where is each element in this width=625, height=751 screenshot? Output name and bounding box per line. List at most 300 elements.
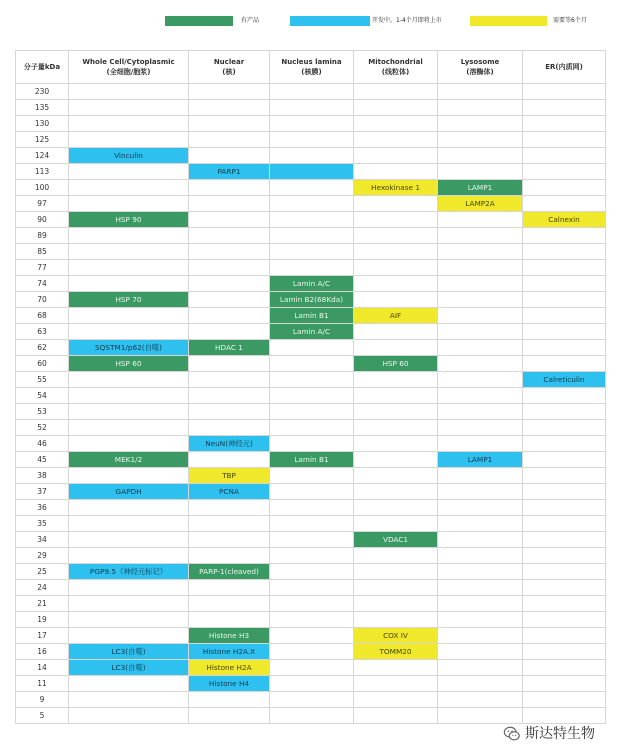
table-cell — [69, 100, 189, 116]
kda-cell: 37 — [16, 484, 69, 500]
wechat-icon — [503, 725, 521, 743]
table-cell — [354, 660, 438, 676]
table-cell — [69, 132, 189, 148]
table-cell — [438, 580, 523, 596]
kda-cell: 62 — [16, 340, 69, 356]
table-cell — [270, 596, 354, 612]
table-row — [16, 148, 606, 164]
table-cell — [69, 84, 189, 100]
table-row — [16, 644, 606, 660]
marker-label: LAMP2A — [438, 196, 522, 211]
table-cell — [523, 660, 606, 676]
table-row — [16, 260, 606, 276]
table-cell — [69, 180, 189, 196]
kda-cell: 45 — [16, 452, 69, 468]
table-cell — [523, 468, 606, 484]
table-cell — [189, 116, 270, 132]
table-cell — [354, 580, 438, 596]
table-cell — [69, 516, 189, 532]
table-cell — [523, 628, 606, 644]
table-row — [16, 564, 606, 580]
table-cell — [189, 676, 270, 692]
table-cell — [354, 116, 438, 132]
table-cell — [270, 292, 354, 308]
table-cell — [438, 356, 523, 372]
table-cell — [523, 164, 606, 180]
table-cell — [523, 356, 606, 372]
table-cell — [270, 420, 354, 436]
table-cell — [438, 468, 523, 484]
table-cell — [438, 132, 523, 148]
legend-swatch — [470, 16, 547, 26]
table-cell — [270, 532, 354, 548]
table-cell — [438, 196, 523, 212]
marker-label: TOMM20 — [354, 644, 437, 659]
kda-cell: 11 — [16, 676, 69, 692]
kda-cell: 38 — [16, 468, 69, 484]
column-header — [354, 51, 438, 84]
column-header-title: ER(内质网) — [545, 63, 583, 71]
table-cell — [438, 212, 523, 228]
table-cell — [354, 500, 438, 516]
kda-cell: 89 — [16, 228, 69, 244]
table-cell — [69, 356, 189, 372]
kda-cell: 74 — [16, 276, 69, 292]
marker-table — [15, 50, 606, 724]
table-cell — [189, 644, 270, 660]
table-cell — [270, 468, 354, 484]
table-cell — [270, 388, 354, 404]
watermark — [503, 724, 615, 744]
table-row — [16, 196, 606, 212]
table-cell — [69, 164, 189, 180]
table-cell — [523, 292, 606, 308]
table-cell — [354, 84, 438, 100]
table-cell — [189, 484, 270, 500]
table-cell — [354, 356, 438, 372]
table-cell — [354, 484, 438, 500]
column-header-title: Whole Cell/Cytoplasmic — [82, 58, 175, 66]
table-cell — [438, 628, 523, 644]
table-cell — [270, 452, 354, 468]
table-cell — [438, 660, 523, 676]
table-cell — [354, 708, 438, 724]
marker-label: Lamin A/C — [270, 324, 353, 339]
table-cell — [438, 148, 523, 164]
table-cell — [189, 452, 270, 468]
table-row — [16, 500, 606, 516]
table-cell — [69, 420, 189, 436]
marker-label: MEK1/2 — [69, 452, 188, 467]
table-cell — [523, 180, 606, 196]
table-cell — [438, 324, 523, 340]
table-cell — [69, 212, 189, 228]
kda-cell: 35 — [16, 516, 69, 532]
table-cell — [69, 596, 189, 612]
kda-cell: 25 — [16, 564, 69, 580]
kda-cell: 52 — [16, 420, 69, 436]
table-cell — [523, 564, 606, 580]
table-cell — [523, 244, 606, 260]
table-cell — [189, 372, 270, 388]
table-cell — [270, 580, 354, 596]
table-row — [16, 596, 606, 612]
table-cell — [354, 468, 438, 484]
table-cell — [354, 692, 438, 708]
table-cell — [69, 292, 189, 308]
table-cell — [270, 708, 354, 724]
table-cell — [438, 564, 523, 580]
table-cell — [69, 580, 189, 596]
table-cell — [523, 340, 606, 356]
table-cell — [523, 484, 606, 500]
table-cell — [438, 116, 523, 132]
table-cell — [354, 404, 438, 420]
table-row — [16, 468, 606, 484]
table-cell — [523, 132, 606, 148]
table-cell — [189, 324, 270, 340]
kda-cell: 9 — [16, 692, 69, 708]
table-row — [16, 516, 606, 532]
table-cell — [189, 580, 270, 596]
kda-cell: 130 — [16, 116, 69, 132]
table-cell — [270, 612, 354, 628]
kda-cell: 100 — [16, 180, 69, 196]
table-cell — [69, 676, 189, 692]
table-cell — [270, 116, 354, 132]
marker-label: NeuN(神经元) — [189, 436, 269, 451]
kda-cell: 135 — [16, 100, 69, 116]
kda-cell: 60 — [16, 356, 69, 372]
table-cell — [523, 452, 606, 468]
marker-label: LC3(自噬) — [69, 660, 188, 675]
table-cell — [270, 628, 354, 644]
table-cell — [523, 676, 606, 692]
table-cell — [523, 532, 606, 548]
table-cell — [270, 404, 354, 420]
table-cell — [270, 308, 354, 324]
table-cell — [354, 132, 438, 148]
table-cell — [523, 212, 606, 228]
table-cell — [189, 500, 270, 516]
marker-label: HSP 70 — [69, 292, 188, 307]
kda-cell: 54 — [16, 388, 69, 404]
marker-label: Lamin B1 — [270, 308, 353, 323]
table-cell — [189, 308, 270, 324]
table-cell — [69, 644, 189, 660]
kda-cell: 113 — [16, 164, 69, 180]
table-cell — [354, 196, 438, 212]
kda-cell: 36 — [16, 500, 69, 516]
marker-label: PGP9.5（神经元标记） — [69, 564, 188, 579]
table-cell — [354, 148, 438, 164]
table-row — [16, 452, 606, 468]
table-row — [16, 132, 606, 148]
table-cell — [189, 228, 270, 244]
table-cell — [189, 516, 270, 532]
table-cell — [69, 548, 189, 564]
table-cell — [189, 548, 270, 564]
table-row — [16, 372, 606, 388]
table-cell — [69, 468, 189, 484]
table-cell — [69, 244, 189, 260]
table-cell — [354, 244, 438, 260]
marker-label: LC3(自噬) — [69, 644, 188, 659]
kda-cell: 29 — [16, 548, 69, 564]
table-cell — [69, 276, 189, 292]
table-cell — [189, 292, 270, 308]
kda-cell: 14 — [16, 660, 69, 676]
kda-cell: 24 — [16, 580, 69, 596]
marker-label: Histone H2A.X — [189, 644, 269, 659]
column-header-title: Nucleus lamina — [281, 58, 342, 66]
table-cell — [270, 660, 354, 676]
table-cell — [270, 356, 354, 372]
table-cell — [270, 84, 354, 100]
table-cell — [354, 388, 438, 404]
kda-cell: 125 — [16, 132, 69, 148]
legend-swatch — [165, 16, 233, 26]
table-cell — [270, 676, 354, 692]
table-cell — [354, 516, 438, 532]
column-header — [523, 51, 606, 84]
table-cell — [270, 372, 354, 388]
table-row — [16, 100, 606, 116]
table-cell — [438, 644, 523, 660]
table-row — [16, 628, 606, 644]
legend-label: 需要等6个月 — [553, 17, 587, 24]
table-cell — [354, 100, 438, 116]
table-cell — [189, 468, 270, 484]
table-cell — [189, 260, 270, 276]
table-cell — [354, 308, 438, 324]
table-cell — [354, 164, 438, 180]
marker-label: COX IV — [354, 628, 437, 643]
table-cell — [438, 340, 523, 356]
marker-label: LAMP1 — [438, 180, 522, 195]
table-cell — [438, 484, 523, 500]
marker-label: GAPDH — [69, 484, 188, 499]
marker-label: HSP 90 — [69, 212, 188, 227]
table-cell — [523, 436, 606, 452]
table-cell — [189, 132, 270, 148]
column-header — [270, 51, 354, 84]
table-cell — [69, 436, 189, 452]
table-cell — [438, 308, 523, 324]
table-cell — [438, 276, 523, 292]
table-cell — [438, 548, 523, 564]
table-row — [16, 404, 606, 420]
marker-label: Histone H4 — [189, 676, 269, 691]
table-cell — [189, 84, 270, 100]
table-row — [16, 340, 606, 356]
marker-label: Histone H3 — [189, 628, 269, 643]
marker-label: Lamin A/C — [270, 276, 353, 291]
table-cell — [270, 132, 354, 148]
marker-label: TBP — [189, 468, 269, 483]
table-row — [16, 420, 606, 436]
marker-label — [270, 164, 353, 179]
table-row — [16, 660, 606, 676]
table-cell — [189, 660, 270, 676]
table-cell — [189, 340, 270, 356]
table-cell — [523, 84, 606, 100]
table-cell — [270, 260, 354, 276]
table-cell — [523, 692, 606, 708]
table-cell — [189, 212, 270, 228]
table-cell — [69, 372, 189, 388]
watermark-text: 斯达特生物 — [525, 726, 595, 742]
table-cell — [523, 324, 606, 340]
marker-label: PCNA — [189, 484, 269, 499]
table-row — [16, 292, 606, 308]
table-cell — [354, 628, 438, 644]
kda-cell: 55 — [16, 372, 69, 388]
table-cell — [523, 500, 606, 516]
table-cell — [438, 388, 523, 404]
table-row — [16, 324, 606, 340]
header-row — [16, 51, 606, 84]
table-cell — [523, 148, 606, 164]
table-cell — [523, 580, 606, 596]
table-cell — [523, 116, 606, 132]
kda-cell: 77 — [16, 260, 69, 276]
column-header-subtitle: (核) — [222, 68, 236, 76]
marker-label: AIF — [354, 308, 437, 323]
table-cell — [189, 404, 270, 420]
marker-label: HSP 60 — [69, 356, 188, 371]
table-row — [16, 212, 606, 228]
table-cell — [69, 612, 189, 628]
table-row — [16, 708, 606, 724]
table-cell — [523, 644, 606, 660]
table-row — [16, 244, 606, 260]
kda-cell: 34 — [16, 532, 69, 548]
table-cell — [354, 276, 438, 292]
table-row — [16, 356, 606, 372]
marker-label: HSP 60 — [354, 356, 437, 371]
table-cell — [189, 164, 270, 180]
table-cell — [270, 228, 354, 244]
table-cell — [270, 436, 354, 452]
table-cell — [354, 644, 438, 660]
table-cell — [189, 180, 270, 196]
marker-label: LAMP1 — [438, 452, 522, 467]
table-cell — [270, 148, 354, 164]
table-cell — [69, 692, 189, 708]
table-cell — [189, 196, 270, 212]
table-cell — [354, 436, 438, 452]
table-cell — [69, 196, 189, 212]
table-cell — [354, 596, 438, 612]
table-cell — [189, 612, 270, 628]
table-cell — [438, 532, 523, 548]
table-cell — [189, 564, 270, 580]
table-cell — [189, 388, 270, 404]
table-cell — [354, 612, 438, 628]
table-cell — [438, 516, 523, 532]
table-cell — [354, 532, 438, 548]
table-cell — [438, 420, 523, 436]
kda-cell: 68 — [16, 308, 69, 324]
table-cell — [270, 644, 354, 660]
kda-cell: 21 — [16, 596, 69, 612]
table-cell — [438, 372, 523, 388]
table-cell — [354, 292, 438, 308]
marker-label: Lamin B1 — [270, 452, 353, 467]
marker-label: Lamin B2(68Kda) — [270, 292, 353, 307]
table-cell — [270, 340, 354, 356]
table-row — [16, 276, 606, 292]
table-cell — [523, 260, 606, 276]
table-cell — [354, 340, 438, 356]
table-cell — [69, 260, 189, 276]
table-cell — [69, 628, 189, 644]
table-cell — [270, 484, 354, 500]
column-header-title: Mitochondrial — [368, 58, 423, 66]
table-row — [16, 84, 606, 100]
table-cell — [354, 228, 438, 244]
table-cell — [523, 196, 606, 212]
column-header-title: Nuclear — [213, 58, 245, 66]
column-header-subtitle: (溶酶体) — [466, 68, 494, 76]
table-cell — [69, 324, 189, 340]
column-header-title: Lysosome — [460, 58, 500, 66]
table-body — [16, 84, 606, 724]
legend-label: 开发中，1-4个月即将上市 — [372, 17, 442, 24]
table-cell — [354, 420, 438, 436]
kda-cell: 19 — [16, 612, 69, 628]
table-cell — [354, 372, 438, 388]
table-cell — [523, 612, 606, 628]
table-cell — [270, 180, 354, 196]
table-cell — [523, 388, 606, 404]
table-row — [16, 164, 606, 180]
table-cell — [270, 564, 354, 580]
table-cell — [438, 84, 523, 100]
table-cell — [523, 228, 606, 244]
table-cell — [523, 372, 606, 388]
table-cell — [354, 452, 438, 468]
kda-cell: 70 — [16, 292, 69, 308]
table-cell — [270, 212, 354, 228]
table-cell — [69, 308, 189, 324]
table-cell — [270, 692, 354, 708]
table-cell — [438, 180, 523, 196]
marker-label: PARP-1(cleaved) — [189, 564, 269, 579]
table-cell — [438, 164, 523, 180]
kda-cell: 90 — [16, 212, 69, 228]
table-cell — [438, 260, 523, 276]
table-cell — [189, 596, 270, 612]
kda-cell: 124 — [16, 148, 69, 164]
kda-cell: 16 — [16, 644, 69, 660]
legend-label: 有产品 — [241, 17, 260, 24]
marker-label: Calnexin — [523, 212, 605, 227]
table-cell — [189, 420, 270, 436]
table-cell — [438, 292, 523, 308]
table-cell — [523, 308, 606, 324]
table-cell — [354, 564, 438, 580]
column-header — [189, 51, 270, 84]
table-cell — [438, 596, 523, 612]
table-cell — [189, 244, 270, 260]
legend — [0, 14, 625, 28]
table-cell — [354, 212, 438, 228]
kda-cell: 17 — [16, 628, 69, 644]
table-cell — [69, 148, 189, 164]
marker-label: VDAC1 — [354, 532, 437, 547]
